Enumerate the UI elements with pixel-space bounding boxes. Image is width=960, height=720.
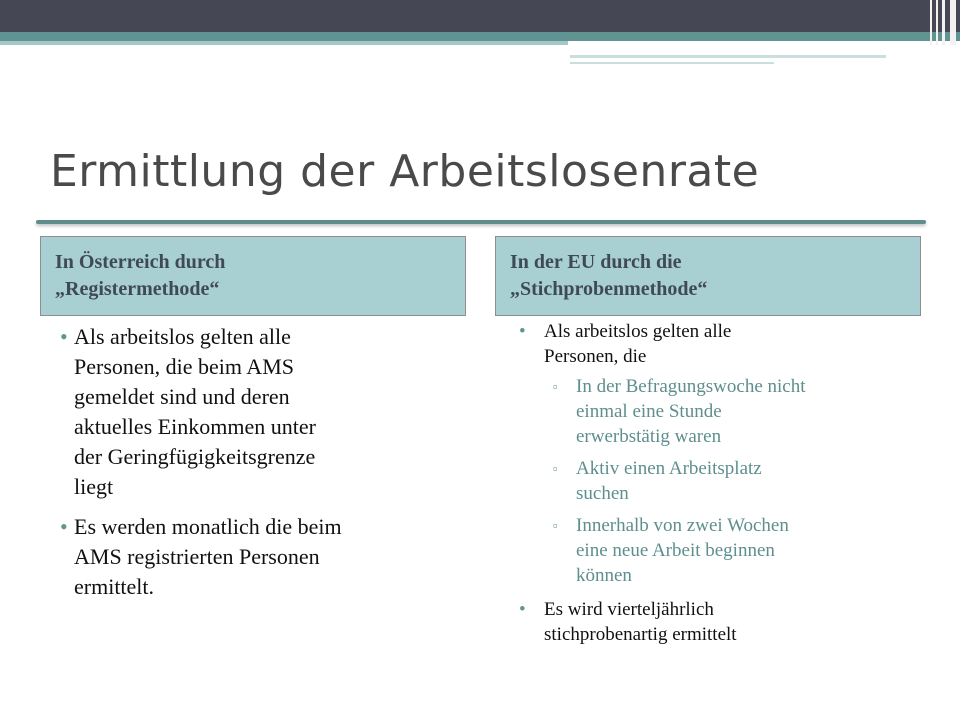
square-bullet-icon: ▫	[553, 379, 558, 394]
decorative-vertical-bars	[928, 0, 960, 45]
text-line: suchen	[576, 483, 629, 504]
header-text: In Österreich durch	[55, 251, 226, 273]
text-line: Als arbeitslos gelten alle	[544, 321, 732, 342]
sub-list-item	[544, 456, 918, 506]
text-line: der Geringfügigkeitsgrenze	[74, 444, 316, 469]
decorative-line	[568, 41, 898, 51]
text-line: Aktiv einen Arbeitsplatz	[576, 458, 762, 479]
sub-list-item	[544, 513, 918, 588]
text-line: Innerhalb von zwei Wochen	[576, 515, 789, 536]
bullet-icon: •	[519, 599, 526, 620]
header-text: In der EU durch die	[510, 251, 682, 273]
text-line: liegt	[74, 474, 114, 499]
bullet-icon: •	[60, 514, 68, 539]
square-bullet-icon: ▫	[553, 461, 558, 476]
decorative-line	[570, 62, 774, 64]
text-line: können	[576, 565, 632, 586]
list-item	[518, 319, 918, 588]
text-line: Personen, die	[544, 346, 647, 367]
sub-bullet-list	[544, 374, 918, 588]
header-box-austria	[40, 236, 466, 316]
text-line: eine neue Arbeit beginnen	[576, 540, 775, 561]
austria-bullet-list	[60, 322, 460, 612]
text-line: Es werden monatlich die beim	[74, 514, 342, 539]
text-line: stichprobenartig ermittelt	[544, 624, 737, 645]
text-line: gemeldet sind und deren	[74, 384, 290, 409]
title-divider	[36, 220, 926, 224]
decorative-line	[570, 55, 886, 58]
text-line: In der Befragungswoche nicht	[576, 376, 806, 397]
text-line: ermittelt.	[74, 574, 155, 599]
decorative-line	[0, 41, 570, 45]
list-item	[60, 322, 460, 502]
slide-title: Ermittlung der Arbeitslosenrate	[50, 146, 760, 197]
text-line: Es wird vierteljährlich	[544, 599, 714, 620]
header-bar	[0, 0, 960, 32]
text-line: AMS registrierten Personen	[74, 544, 320, 569]
header-text: „Stichprobenmethode“	[510, 278, 708, 300]
list-item	[60, 512, 460, 602]
text-line: Personen, die beim AMS	[74, 354, 294, 379]
sub-list-item	[544, 374, 918, 449]
square-bullet-icon: ▫	[553, 518, 558, 533]
header-box-eu	[495, 236, 921, 316]
text-line: einmal eine Stunde	[576, 401, 722, 422]
text-line: erwerbstätig waren	[576, 426, 722, 447]
header-text: „Registermethode“	[55, 278, 220, 300]
text-line: Als arbeitslos gelten alle	[74, 324, 291, 349]
text-line: aktuelles Einkommen unter	[74, 414, 316, 439]
bullet-icon: •	[519, 321, 526, 342]
eu-bullet-list	[518, 319, 918, 647]
list-item	[518, 597, 918, 647]
header-accent-strip	[0, 32, 960, 41]
bullet-icon: •	[60, 324, 68, 349]
